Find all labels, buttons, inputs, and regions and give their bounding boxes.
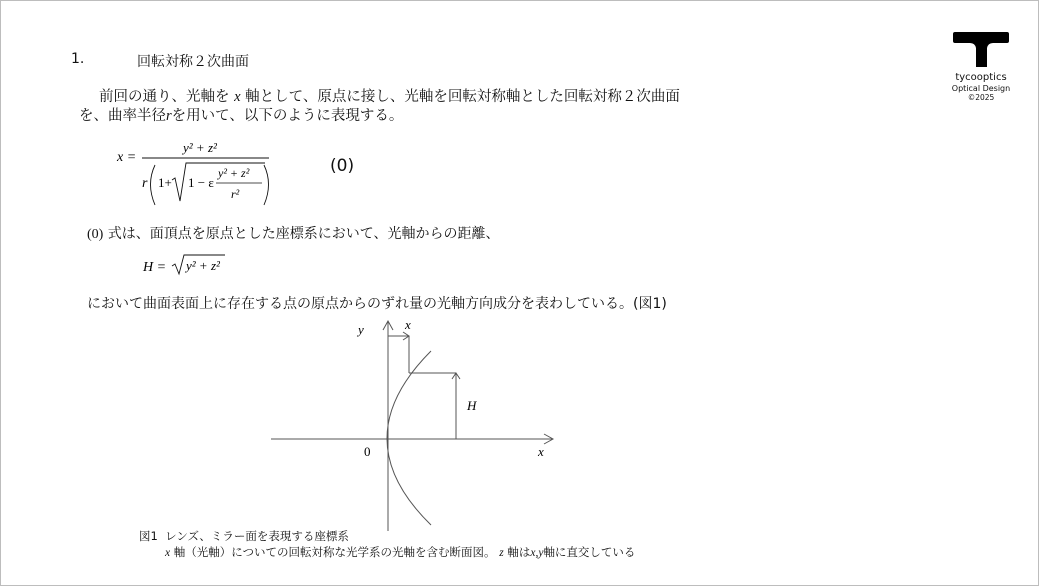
eq0-inner-numerator: y² + z² [218,166,250,180]
eq0-inner-denominator: r² [231,187,240,201]
explain-text: 式は、面頂点を原点とした座標系において、光軸からの距離、 [107,226,500,242]
caption-xy-var: x,y [530,547,544,559]
logo-name: tycooptics [955,72,1007,83]
intro-line1-var: x [234,89,241,105]
equation-h [139,251,239,279]
logo-copy: ©2025 [967,93,995,102]
intro-line1-b: 軸として、原点に接し、光軸を回転対称軸とした回転対称２次曲面 [245,89,680,105]
eqH-lhs: H = [143,260,167,275]
section-number: 1. [71,51,85,67]
label-x-axis: x [538,444,544,459]
caption-x-var: x [165,547,171,559]
intro-line1-a: 前回の通り、光軸を [99,89,230,105]
section-title: 回転対称２次曲面 [137,54,249,70]
equation-0-number: (0) [330,156,355,176]
explain-ref: (0) [87,227,104,242]
label-x-top: x [405,317,411,332]
logo-sub: Optical Design [951,84,1011,93]
eq0-one-minus: 1 − ε [188,175,214,190]
eq0-right-paren [264,165,269,205]
eq0-r: r [142,176,148,191]
intro-line2-a: を、曲率半径 [79,108,166,124]
intro-paragraph [79,88,680,126]
logo [945,29,1017,102]
figure-caption [139,528,635,561]
caption-num: 図1 [139,529,158,543]
label-h: H [467,398,477,413]
equation-0 [113,137,283,213]
eq0-numerator: y² + z² [183,140,217,155]
caption-z-var: z [499,547,504,559]
label-origin: 0 [364,444,371,459]
figure-1 [263,313,563,531]
eqH-radicand: y² + z² [186,258,220,273]
intro-line2-var: r [166,108,172,124]
eq0-one-plus: 1+ [158,175,172,190]
caption-line2-c: 軸に直交している [543,545,636,559]
caption-line2-a: 軸（光軸）についての回転対称な光学系の光軸を含む断面図。 [173,545,496,559]
caption-line2-b: 軸は [507,545,531,559]
surface-curve [387,351,431,525]
caption-title: レンズ、ミラー面を表現する座標系 [165,529,349,543]
label-y: y [358,322,364,337]
eq0-lhs: x = [117,150,137,165]
tycooptics-logo-icon [945,29,1017,67]
eq0-left-paren [151,165,156,205]
explain2-line: において曲面表面上に存在する点の原点からのずれ量の光軸方向成分を表わしている。(図1) [87,296,667,312]
explain-line [87,223,500,243]
intro-line2-b: を用いて、以下のように表現する。 [171,108,404,124]
